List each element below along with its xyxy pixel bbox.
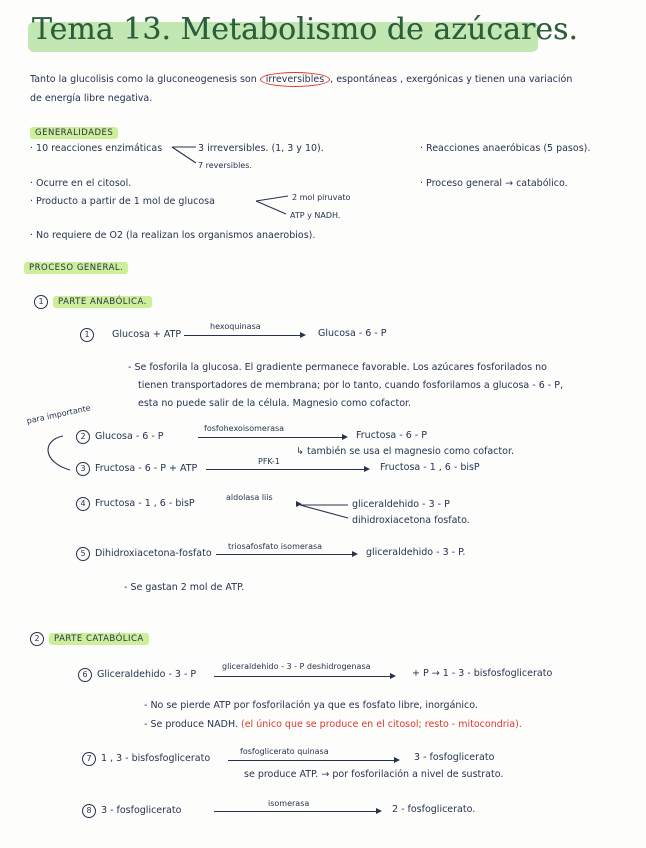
reaction-8-product: 2 - fosfoglicerato. [392,804,476,815]
reaction-7-note: se produce ATP. → por fosforilación a nivel de sustrato. [244,769,504,780]
reaction-6-note-red: (el único que se produce en el citosol; resto - mitocondria). [240,719,522,730]
generalidades-right-2: · Proceso general → catabólico. [420,178,568,189]
reaction-6-enzyme: gliceraldehido - 3 - P deshidrogenasa [222,662,371,671]
generalidades-branch-1: 3 irreversibles. (1, 3 y 10). [198,143,324,154]
intro-text-a: Tanto la glucolisis como la gluconeogenesis son [30,74,257,85]
reaction-6-note-1: - No se pierde ATP por fosforilación ya que es fosfato libre, inorgánico. [144,700,478,711]
generalidades-item-1: · 10 reacciones enzimáticas [30,143,163,154]
reaction-8: 8 3 - fosfoglicerato [82,804,181,818]
reaction-1-note-3: esta no puede salir de la célula. Magnesio como cofactor. [138,398,412,409]
reaction-7-enzyme: fosfoglicerato quinasa [240,747,329,756]
generalidades-item-3-branch-1: 2 mol piruvato [292,193,351,202]
reaction-6-product: + P → 1 - 3 - bisfosfoglicerato [412,668,553,679]
side-note: para importante [25,403,92,426]
reaction-7: 7 1 , 3 - bisfosfoglicerato [82,752,210,766]
irreversibles-oval: irreversibles [260,72,330,87]
anabolica-heading: 1 PARTE ANABÓLICA. [34,295,152,309]
proceso-heading: PROCESO GENERAL. [24,262,128,273]
reaction-6-arrow [214,676,394,677]
reaction-2-note: ↳ también se usa el magnesio como cofactor. [296,446,514,457]
reaction-2: 2 Glucosa - 6 - P [76,430,164,444]
reaction-1-product: Glucosa - 6 - P [318,328,387,339]
generalidades-item-3-branch-2: ATP y NADH. [290,211,341,220]
generalidades-item-3: · Producto a partir de 1 mol de glucosa [30,196,215,207]
catabolica-heading: 2 PARTE CATABÓLICA [30,632,149,646]
reaction-6-note-2: - Se produce NADH. (el único que se produce en el citosol; resto - mitocondria). [144,719,522,730]
reaction-4-product-1: gliceraldehido - 3 - P [352,499,450,510]
reaction-4: 4 Fructosa - 1 , 6 - bisP [76,497,195,511]
intro-text-b: , espontáneas , exergónicas y tienen una variación [330,74,573,85]
reaction-1: 1 Glucosa + ATP [80,328,181,342]
reaction-5-arrow [216,554,356,555]
reaction-3-arrow [206,469,368,470]
intro-line-2: de energía libre negativa. [30,93,153,104]
reaction-5: 5 Dihidroxiacetona-fosfato [76,547,212,561]
reaction-1-enzyme: hexoquinasa [210,322,261,331]
reaction-6: 6 Gliceraldehido - 3 - P [78,668,196,682]
reaction-2-arrow [198,437,346,438]
reaction-5-enzyme: triosafosfato isomerasa [228,542,323,551]
anabolica-summary: - Se gastan 2 mol de ATP. [124,582,245,593]
reaction-3: 3 Fructosa - 6 - P + ATP [76,462,197,476]
reaction-2-enzyme: fosfohexoisomerasa [204,424,285,433]
generalidades-item-2: · Ocurre en el citosol. [30,178,132,189]
reaction-7-product: 3 - fosfoglicerato [414,752,495,763]
reaction-8-arrow [214,811,380,812]
generalidades-heading: GENERALIDADES [30,127,118,138]
page-title: Tema 13. Metabolismo de azúcares. [32,12,579,47]
reaction-2-product: Fructosa - 6 - P [356,430,427,441]
reaction-1-arrow [184,335,304,336]
reaction-7-arrow [228,760,398,761]
reaction-3-enzyme: PFK-1 [258,457,280,466]
reaction-1-note-1: - Se fosforila la glucosa. El gradiente permanece favorable. Los azúcares fosforilados no [128,362,547,373]
reaction-5-product: gliceraldehido - 3 - P. [366,547,466,558]
generalidades-branch-2: 7 reversibles. [198,161,252,170]
reaction-4-enzyme: aldolasa liis [226,493,273,502]
generalidades-right-1: · Reacciones anaeróbicas (5 pasos). [420,143,591,154]
generalidades-item-4: · No requiere de O2 (la realizan los organismos anaerobios). [30,230,316,241]
reaction-4-product-2: dihidroxiacetona fosfato. [352,515,470,526]
reaction-3-product: Fructosa - 1 , 6 - bisP [380,462,480,473]
reaction-8-enzyme: isomerasa [268,799,310,808]
reaction-1-note-2: tienen transportadores de membrana; por lo tanto, cuando fosforilamos a glucosa - 6 - P, [138,380,563,391]
